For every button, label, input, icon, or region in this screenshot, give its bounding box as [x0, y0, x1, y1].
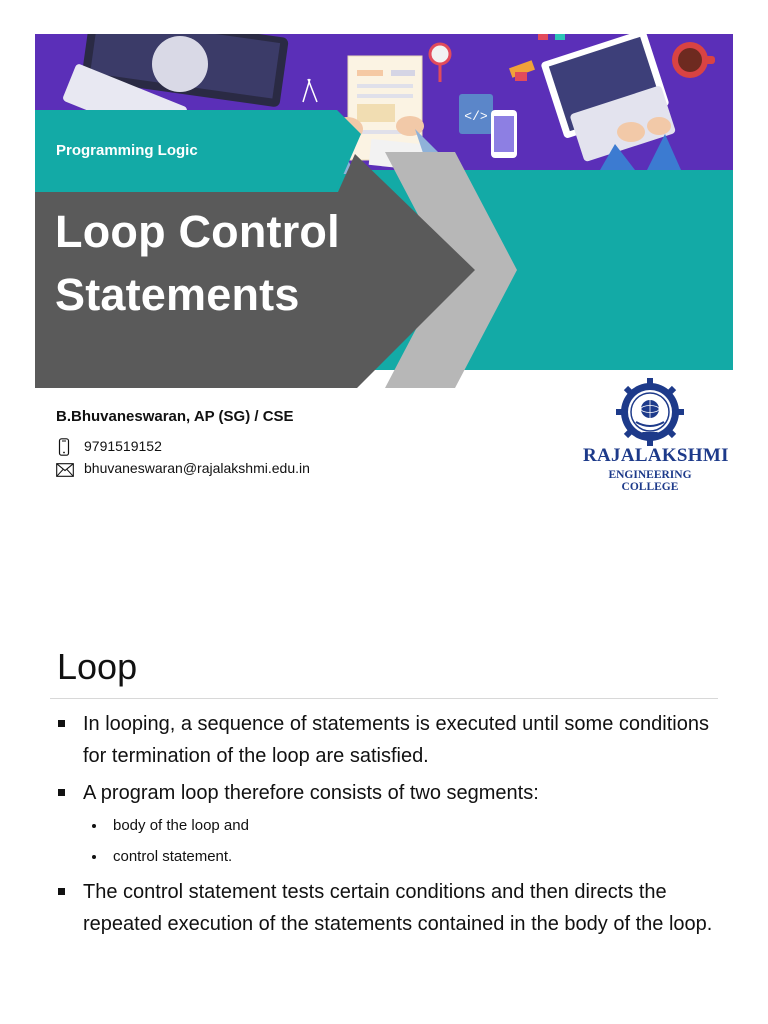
phone-number: 9791519152	[84, 438, 162, 454]
bullet-text: In looping, a sequence of statements is executed until some conditions for termination of the loop are satisfied.	[83, 713, 709, 767]
bullet-item	[83, 708, 723, 772]
section-title: Loop	[57, 646, 138, 687]
svg-text:</>: </>	[464, 109, 488, 124]
square-bullet-icon	[58, 789, 65, 796]
sub-bullet-text: body of the loop and	[113, 817, 249, 834]
phone-contact	[56, 438, 356, 458]
round-bullet-icon	[92, 824, 96, 828]
sub-bullet-text: control statement.	[113, 848, 233, 865]
title-slide	[35, 34, 733, 388]
bullet-item	[83, 777, 723, 809]
bullet-text: A program loop therefore consists of two segments:	[83, 782, 539, 804]
course-label: Programming Logic	[56, 142, 198, 159]
round-bullet-icon	[92, 855, 96, 859]
title-divider	[50, 698, 718, 699]
laptop-illustration-right	[540, 34, 681, 170]
phone-icon	[56, 438, 72, 456]
bullet-item	[83, 876, 723, 940]
slide-title-line-2: Statements	[55, 269, 300, 320]
sub-bullet-item	[113, 817, 249, 834]
bullet-text: The control statement tests certain conditions and then directs the repeated execution of the statements contained in the body of the loop.	[83, 881, 713, 935]
college-name: RAJALAKSHMI	[583, 445, 729, 466]
slide-title-line-1: Loop Control	[55, 206, 340, 257]
email-address: bhuvaneswaran@rajalakshmi.edu.in	[84, 460, 310, 476]
square-bullet-icon	[58, 720, 65, 727]
sub-bullet-item	[113, 848, 232, 865]
square-bullet-icon	[58, 888, 65, 895]
college-subtitle: ENGINEERING COLLEGE	[608, 469, 692, 493]
mail-icon	[56, 463, 74, 477]
email-contact	[56, 460, 376, 480]
author-name: B.Bhuvaneswaran, AP (SG) / CSE	[56, 408, 294, 425]
